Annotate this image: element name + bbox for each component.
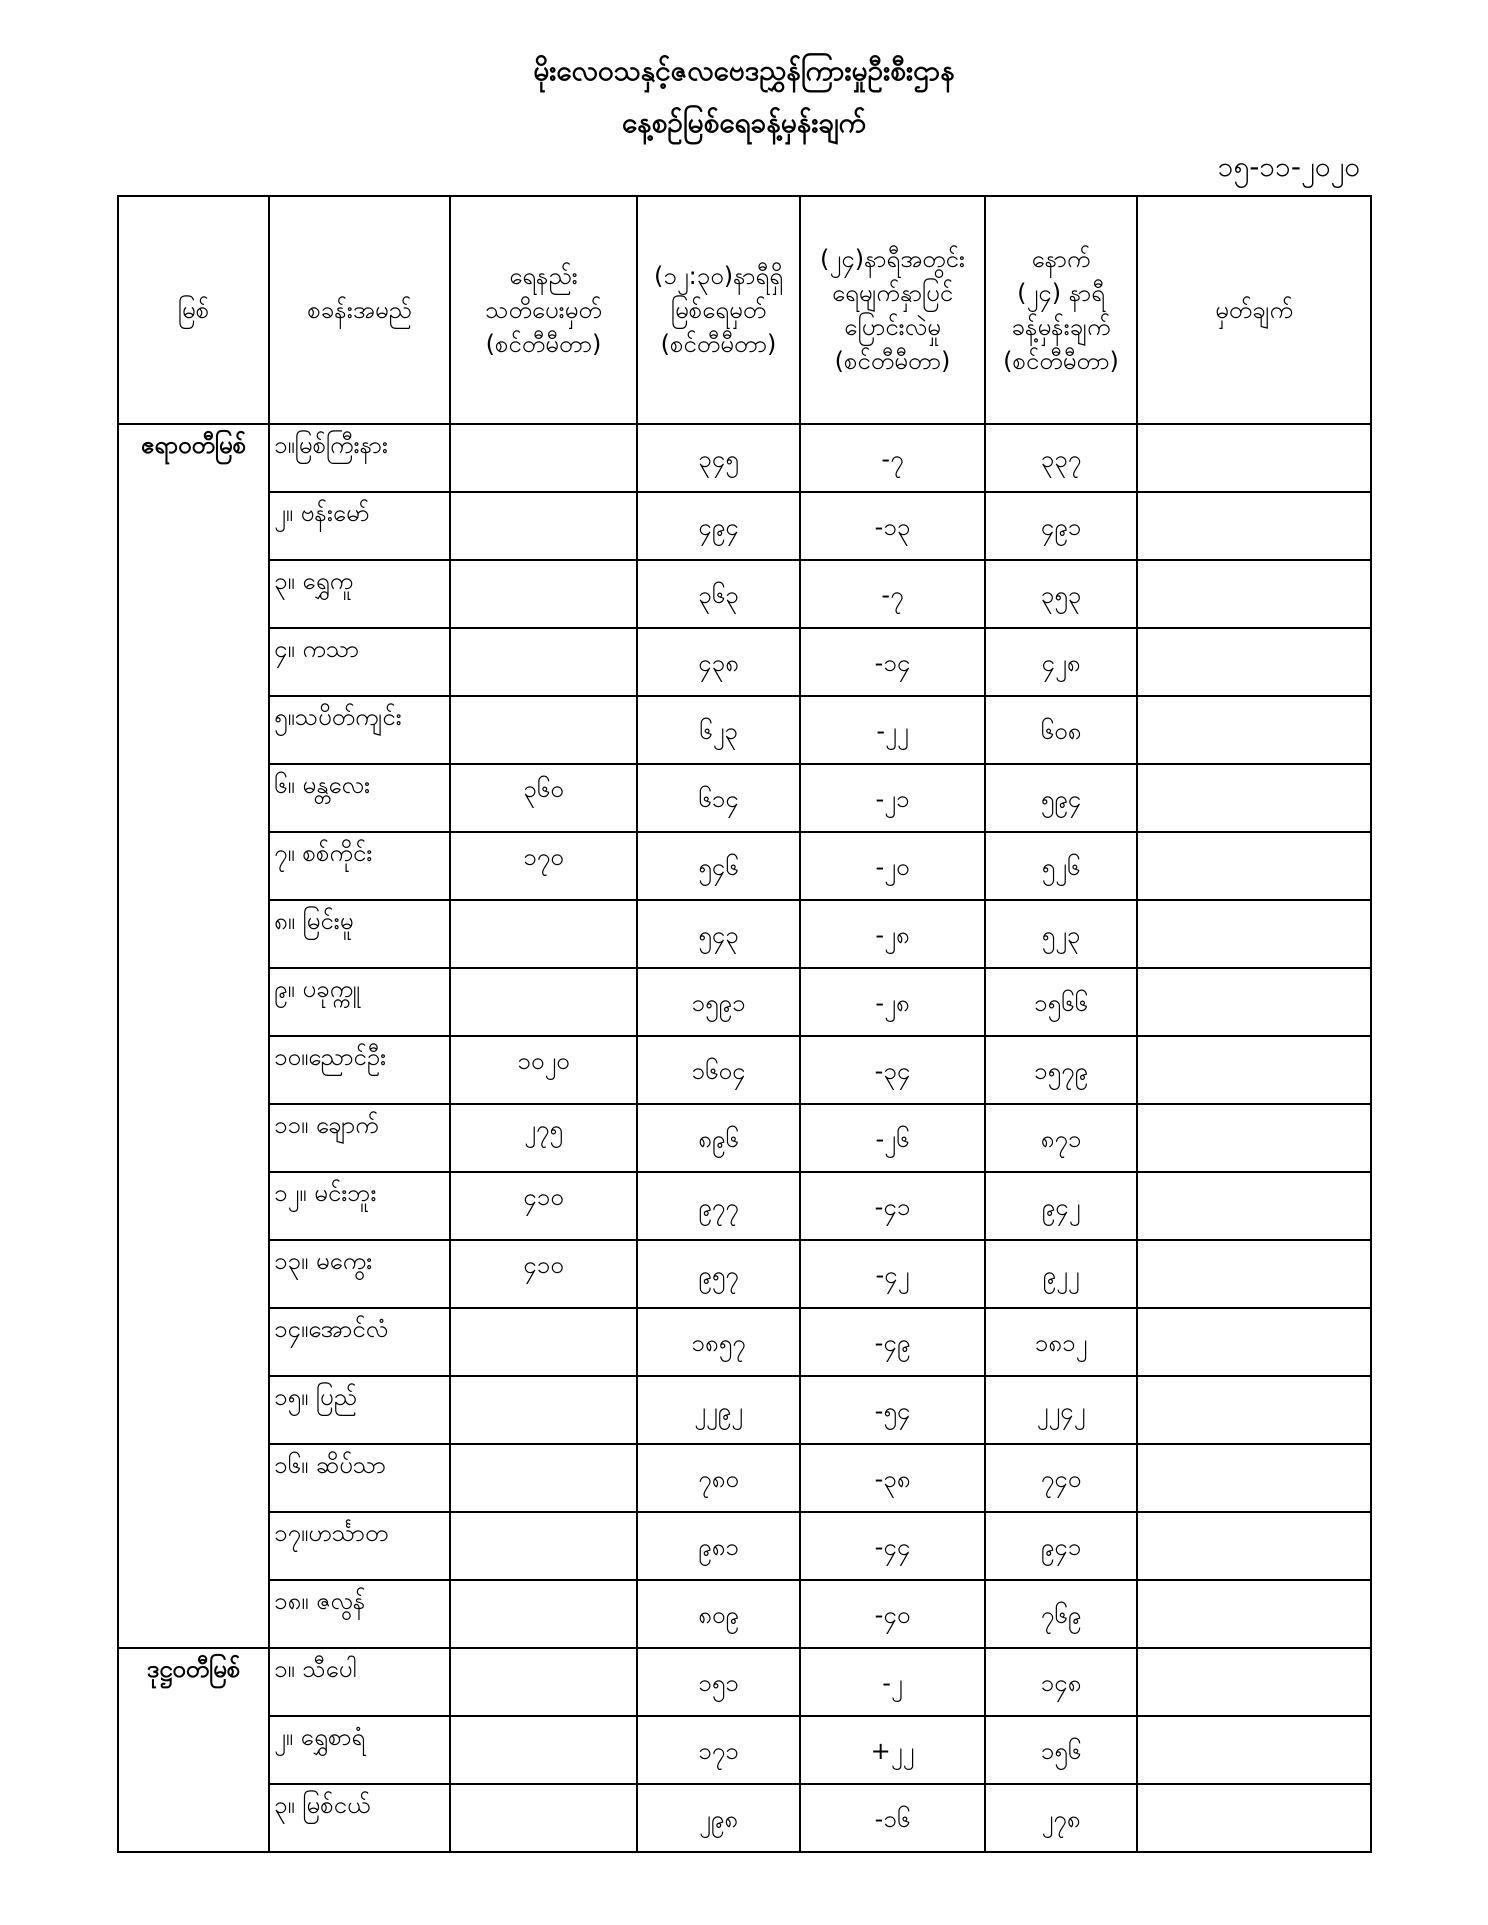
danger-level: ၃၆၀: [523, 775, 564, 803]
danger-level: ၁၀၂၀: [517, 1047, 570, 1075]
forecast-level: ၅၂၃: [1041, 921, 1081, 949]
forecast-level: ၁၄၈: [1040, 1669, 1082, 1697]
level-change: -၅၄: [874, 1397, 911, 1425]
danger-level-cell: [450, 1036, 637, 1104]
table-row: [118, 968, 1371, 1036]
danger-level-cell: [450, 1104, 637, 1172]
table-row: [118, 1784, 1371, 1852]
remark-cell: [1137, 1512, 1371, 1580]
remark-cell: [1137, 1580, 1371, 1648]
column-header: မှတ်ချက်: [1137, 196, 1371, 424]
water-level: ၁၅၉၁: [691, 989, 746, 1017]
level-change: -၂၂: [876, 717, 909, 745]
station-name-cell: [269, 1512, 450, 1580]
station-name-cell: [269, 1240, 450, 1308]
level-change: -၂၁: [875, 785, 910, 813]
remark-cell: [1137, 1376, 1371, 1444]
forecast-level: ၄၂၈: [1041, 649, 1081, 677]
level-change-cell: [800, 560, 985, 628]
water-level: ၅၄၆: [698, 853, 739, 881]
level-change: -၄၁: [874, 1193, 911, 1221]
water-level: ၄၃၈: [698, 649, 739, 677]
station-name: ၁။ သီပေါ: [274, 1655, 357, 1683]
table-row: [118, 832, 1371, 900]
level-change: -၄၉: [874, 1329, 911, 1357]
water-level: ၅၄၃: [698, 921, 739, 949]
station-name: ၇။ စစ်ကိုင်း: [274, 839, 373, 867]
water-level: ၂၉၈: [699, 1805, 738, 1833]
remark-cell: [1137, 1240, 1371, 1308]
column-header: ရေနည်း သတိပေးမှတ် (စင်တီမီတာ): [450, 196, 637, 424]
table-row: [118, 492, 1371, 560]
station-name-cell: [269, 1036, 450, 1104]
forecast-level-cell: [985, 492, 1137, 560]
station-name: ၁၁။ ချောက်: [274, 1111, 379, 1139]
level-change-cell: [800, 1648, 985, 1716]
station-name: ၁၄။အောင်လံ: [274, 1315, 389, 1343]
remark-cell: [1137, 628, 1371, 696]
water-level-cell: [637, 1172, 800, 1240]
table-row: [118, 696, 1371, 764]
station-name: ၂။ ရွှေစာရံ: [274, 1723, 366, 1751]
danger-level-cell: [450, 1172, 637, 1240]
level-change-cell: [800, 1308, 985, 1376]
station-name: ၁၃။ မကွေး: [274, 1247, 373, 1275]
table-row: [118, 1104, 1371, 1172]
station-name-cell: [269, 1376, 450, 1444]
forecast-level-cell: [985, 1376, 1137, 1444]
remark-cell: [1137, 1172, 1371, 1240]
forecast-level: ၇၄၀: [1040, 1465, 1082, 1493]
level-change-cell: [800, 424, 985, 492]
level-change: -၁၆: [874, 1805, 911, 1833]
column-header: (၁၂:၃၀)နာရီရှိ မြစ်ရေမှတ် (စင်တီမီတာ): [637, 196, 800, 424]
table-row: [118, 560, 1371, 628]
station-name-cell: [269, 492, 450, 560]
water-level-cell: [637, 1376, 800, 1444]
level-change: -၇: [881, 445, 904, 473]
forecast-level: ၉၂၂: [1042, 1261, 1080, 1289]
water-level-cell: [637, 696, 800, 764]
river-level-table: [117, 195, 1372, 1853]
water-level-cell: [637, 900, 800, 968]
danger-level-cell: [450, 1648, 637, 1716]
forecast-level-cell: [985, 1784, 1137, 1852]
water-level: ၁၆၀၄: [691, 1057, 746, 1085]
water-level: ၁၅၁: [698, 1669, 739, 1697]
station-name: ၁၀။ညောင်ဦး: [274, 1043, 387, 1071]
station-name: ၁၂။ မင်းဘူး: [274, 1179, 377, 1207]
water-level: ၁၈၅၇: [691, 1329, 746, 1357]
column-header: (၂၄)နာရီအတွင်း ရေမျက်နှာပြင် ပြောင်းလဲမှု (စင်တီမီတာ): [800, 196, 985, 424]
station-name: ၁။မြစ်ကြီးနား: [274, 431, 388, 459]
water-level: ၉၅၇: [698, 1261, 739, 1289]
water-level-cell: [637, 1648, 800, 1716]
level-change: -၄၄: [874, 1533, 911, 1561]
forecast-level-cell: [985, 1036, 1137, 1104]
forecast-level: ၃၅၃: [1040, 581, 1082, 609]
table-row: [118, 1240, 1371, 1308]
station-name: ၄။ ကသာ: [274, 635, 359, 663]
level-change: -၁၃: [874, 513, 911, 541]
water-level: ၈၉၆: [698, 1125, 739, 1153]
level-change: -၄၂: [875, 1261, 910, 1289]
forecast-level: ၂၇၈: [1041, 1805, 1081, 1833]
danger-level-cell: [450, 696, 637, 764]
table-row: [118, 1308, 1371, 1376]
level-change-cell: [800, 1104, 985, 1172]
level-change-cell: [800, 1512, 985, 1580]
forecast-level-cell: [985, 1172, 1137, 1240]
level-change-cell: [800, 1036, 985, 1104]
water-level: ၂၂၉၂: [694, 1397, 743, 1425]
water-level: ၆၂၃: [699, 717, 738, 745]
level-change-cell: [800, 1716, 985, 1784]
level-change: -၇: [881, 581, 904, 609]
water-level: ၉၈၁: [698, 1533, 739, 1561]
station-name-cell: [269, 424, 450, 492]
station-name: ၆။ မန္တလေး: [274, 771, 371, 799]
level-change: -၂၀: [875, 853, 910, 881]
station-name: ၈။ မြင်းမူ: [274, 907, 354, 935]
river-name: ဧရာဝတီမြစ်: [118, 424, 269, 1648]
station-name-cell: [269, 1716, 450, 1784]
page-title: မိုးလေဝသနှင့်ဇလဗေဒညွှန်ကြားမှုဦးစီးဌာန: [533, 54, 955, 87]
danger-level: ၄၁၀: [523, 1251, 564, 1279]
station-name-cell: [269, 1648, 450, 1716]
table-row: [118, 1172, 1371, 1240]
water-level: ၈၀၉: [698, 1601, 739, 1629]
level-change-cell: [800, 832, 985, 900]
table-row: [118, 1716, 1371, 1784]
water-level-cell: [637, 764, 800, 832]
water-level-cell: [637, 1104, 800, 1172]
station-name: ၁၆။ ဆိပ်သာ: [274, 1451, 386, 1479]
forecast-level-cell: [985, 424, 1137, 492]
water-level-cell: [637, 560, 800, 628]
danger-level-cell: [450, 764, 637, 832]
station-name: ၃။ ရွှေကူ: [274, 567, 354, 595]
table-row: [118, 1036, 1371, 1104]
level-change-cell: [800, 628, 985, 696]
station-name-cell: [269, 832, 450, 900]
danger-level: ၂၇၅: [524, 1115, 563, 1143]
water-level: ၉၇၇: [698, 1193, 739, 1221]
remark-cell: [1137, 1308, 1371, 1376]
danger-level-cell: [450, 628, 637, 696]
water-level-cell: [637, 1444, 800, 1512]
forecast-level-cell: [985, 1444, 1137, 1512]
level-change-cell: [800, 1784, 985, 1852]
water-level-cell: [637, 1580, 800, 1648]
level-change-cell: [800, 492, 985, 560]
remark-cell: [1137, 1104, 1371, 1172]
forecast-level: ၁၅၇၉: [1034, 1057, 1088, 1085]
remark-cell: [1137, 492, 1371, 560]
danger-level-cell: [450, 1240, 637, 1308]
water-level-cell: [637, 1512, 800, 1580]
table-row: [118, 1444, 1371, 1512]
table-row: [118, 764, 1371, 832]
forecast-level-cell: [985, 1240, 1137, 1308]
level-change-cell: [800, 900, 985, 968]
table-row: [118, 1376, 1371, 1444]
forecast-level: ၅၂၆: [1041, 853, 1081, 881]
water-level-cell: [637, 1036, 800, 1104]
level-change: -၂၆: [875, 1125, 910, 1153]
station-name: ၂။ ဗန်းမော်: [274, 499, 370, 527]
danger-level-cell: [450, 1376, 637, 1444]
water-level: ၃၄၅: [698, 445, 739, 473]
danger-level-cell: [450, 424, 637, 492]
water-level-cell: [637, 1240, 800, 1308]
water-level: ၆၁၄: [698, 785, 739, 813]
forecast-level: ၇၆၉: [1040, 1601, 1082, 1629]
water-level-cell: [637, 628, 800, 696]
water-level-cell: [637, 492, 800, 560]
remark-cell: [1137, 1036, 1371, 1104]
station-name-cell: [269, 1444, 450, 1512]
station-name: ၅။သပိတ်ကျင်း: [274, 703, 402, 731]
level-change: -၃၈: [874, 1465, 911, 1493]
forecast-level: ၄၉၁: [1040, 513, 1082, 541]
forecast-level: ၃၃၇: [1040, 445, 1082, 473]
forecast-level-cell: [985, 832, 1137, 900]
table-row: [118, 628, 1371, 696]
remark-cell: [1137, 1784, 1371, 1852]
table-row: [118, 424, 1371, 492]
forecast-level: ၆၀၈: [1040, 717, 1082, 745]
water-level: ၃၆၃: [698, 581, 739, 609]
level-change: -၄၀: [874, 1601, 911, 1629]
table-header-row: [118, 196, 1371, 424]
danger-level-cell: [450, 1308, 637, 1376]
station-name-cell: [269, 764, 450, 832]
level-change: +၂၂: [870, 1737, 915, 1765]
table-row: [118, 1648, 1371, 1716]
forecast-level: ၈၇၁: [1040, 1125, 1082, 1153]
level-change-cell: [800, 1172, 985, 1240]
station-name-cell: [269, 1172, 450, 1240]
water-level-cell: [637, 1308, 800, 1376]
forecast-level-cell: [985, 900, 1137, 968]
river-name: ဒုဋ္ဌဝတီမြစ်: [118, 1648, 269, 1852]
level-change-cell: [800, 696, 985, 764]
level-change-cell: [800, 1580, 985, 1648]
danger-level-cell: [450, 832, 637, 900]
station-name-cell: [269, 1784, 450, 1852]
forecast-level-cell: [985, 1104, 1137, 1172]
forecast-level-cell: [985, 628, 1137, 696]
station-name-cell: [269, 628, 450, 696]
level-change: -၁၄: [874, 649, 911, 677]
station-name: ၉။ ပခုက္ကူ: [274, 975, 360, 1003]
water-level-cell: [637, 1784, 800, 1852]
remark-cell: [1137, 560, 1371, 628]
level-change-cell: [800, 1444, 985, 1512]
danger-level-cell: [450, 1512, 637, 1580]
forecast-level-cell: [985, 1308, 1137, 1376]
table-row: [118, 900, 1371, 968]
level-change-cell: [800, 1240, 985, 1308]
water-level-cell: [637, 424, 800, 492]
danger-level-cell: [450, 560, 637, 628]
forecast-level-cell: [985, 1512, 1137, 1580]
remark-cell: [1137, 1444, 1371, 1512]
level-change-cell: [800, 764, 985, 832]
level-change: -၂: [882, 1669, 903, 1697]
remark-cell: [1137, 900, 1371, 968]
forecast-level-cell: [985, 1580, 1137, 1648]
forecast-level-cell: [985, 1648, 1137, 1716]
water-level: ၄၉၄: [698, 513, 739, 541]
column-header: စခန်းအမည်: [269, 196, 450, 424]
water-level: ၇၈၀: [698, 1465, 739, 1493]
table-row: [118, 1512, 1371, 1580]
level-change: -၂၈: [875, 921, 910, 949]
forecast-level: ၂၂၄၂: [1036, 1397, 1086, 1425]
remark-cell: [1137, 1716, 1371, 1784]
forecast-level: ၉၄၁: [1040, 1533, 1082, 1561]
forecast-level: ၉၄၂: [1041, 1193, 1081, 1221]
station-name-cell: [269, 1580, 450, 1648]
station-name: ၁၅။ ပြည်: [274, 1383, 357, 1411]
danger-level-cell: [450, 1444, 637, 1512]
column-header: နောက် (၂၄) နာရီ ခန့်မှန်းချက် (စင်တီမီတာ): [985, 196, 1137, 424]
danger-level: ၄၁၀: [523, 1183, 564, 1211]
danger-level-cell: [450, 1580, 637, 1648]
station-name-cell: [269, 1308, 450, 1376]
danger-level-cell: [450, 1716, 637, 1784]
table-row: [118, 1580, 1371, 1648]
level-change-cell: [800, 968, 985, 1036]
station-name-cell: [269, 1104, 450, 1172]
remark-cell: [1137, 1648, 1371, 1716]
station-name-cell: [269, 560, 450, 628]
danger-level-cell: [450, 492, 637, 560]
danger-level-cell: [450, 1784, 637, 1852]
station-name: ၃။ မြစ်ငယ်: [274, 1791, 371, 1819]
water-level-cell: [637, 968, 800, 1036]
forecast-level-cell: [985, 560, 1137, 628]
report-date: ၁၅-၁၁-၂၀၂၀: [1217, 150, 1360, 183]
remark-cell: [1137, 968, 1371, 1036]
forecast-level-cell: [985, 968, 1137, 1036]
remark-cell: [1137, 424, 1371, 492]
level-change-cell: [800, 1376, 985, 1444]
page-subtitle: နေ့စဉ်မြစ်ရေခန့်မှန်းချက်: [621, 106, 867, 139]
level-change: -၂၈: [875, 989, 910, 1017]
danger-level-cell: [450, 900, 637, 968]
station-name: ၁၇။ဟင်္သာတ: [274, 1519, 389, 1547]
remark-cell: [1137, 696, 1371, 764]
level-change: -၃၄: [874, 1057, 911, 1085]
forecast-level: ၁၅၆၆: [1034, 989, 1088, 1017]
danger-level-cell: [450, 968, 637, 1036]
forecast-level-cell: [985, 696, 1137, 764]
station-name-cell: [269, 900, 450, 968]
station-name: ၁၈။ ဇလွန်: [274, 1587, 366, 1615]
water-level: ၁၇၁: [698, 1737, 739, 1765]
water-level-cell: [637, 832, 800, 900]
forecast-level: ၅၉၄: [1040, 785, 1082, 813]
forecast-level-cell: [985, 764, 1137, 832]
danger-level: ၁၇၀: [523, 843, 564, 871]
water-level-cell: [637, 1716, 800, 1784]
forecast-level-cell: [985, 1716, 1137, 1784]
remark-cell: [1137, 764, 1371, 832]
station-name-cell: [269, 696, 450, 764]
remark-cell: [1137, 832, 1371, 900]
forecast-level: ၁၈၁၂: [1034, 1329, 1088, 1357]
station-name-cell: [269, 968, 450, 1036]
column-header: မြစ်: [118, 196, 269, 424]
forecast-level: ၁၅၆: [1040, 1737, 1082, 1765]
